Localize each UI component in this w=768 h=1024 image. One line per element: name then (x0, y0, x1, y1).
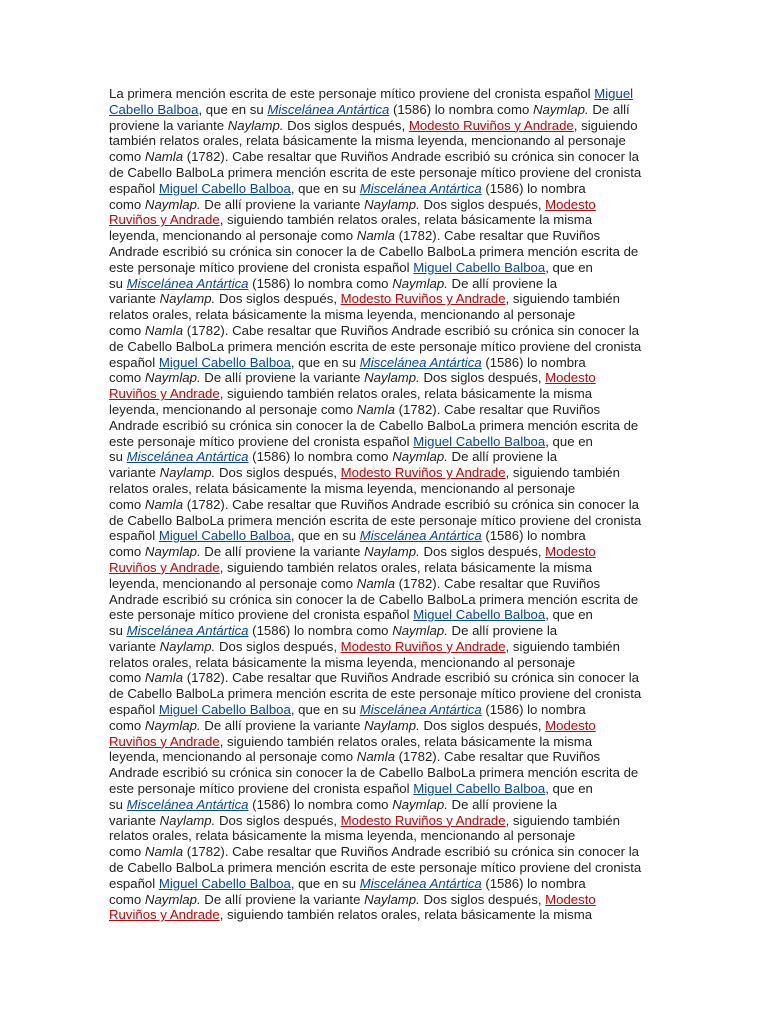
italic-text: Naylamp. (227, 117, 284, 133)
text-segment: su (109, 449, 127, 465)
text-line (109, 623, 661, 639)
text-link[interactable]: Miguel Cabello Balboa (413, 781, 546, 797)
text-segment: su (109, 796, 127, 812)
italic-text: Namla (356, 401, 395, 417)
text-link[interactable]: Miscelánea Antártica (359, 180, 482, 196)
text-segment: español (109, 354, 159, 370)
italic-text: Namla (144, 670, 184, 686)
text-segment: su (109, 275, 127, 291)
text-segment: , que en su (290, 180, 360, 196)
text-line (109, 828, 661, 844)
text-line (109, 718, 661, 734)
text-segment: (1586) lo nombra como (389, 101, 533, 117)
text-segment: Dos siglos después, (215, 465, 341, 481)
text-segment: relatos orales, relata básicamente la misma leyenda, mencionando al personaje (109, 480, 576, 496)
text-line (109, 749, 661, 765)
italic-text: Naylamp. (364, 370, 420, 386)
text-link[interactable]: Ruviños y Andrade (109, 386, 220, 402)
italic-text: Naylamp. (364, 717, 420, 733)
text-line (109, 607, 661, 623)
text-segment: (1782). Cabe resaltar que Ruviños Andrade escribió su crónica sin conocer la (183, 322, 639, 338)
text-segment: variante (109, 638, 160, 654)
text-segment: Dos siglos después, (215, 638, 341, 654)
text-segment: (1782). Cabe resaltar que Ruviños (394, 749, 601, 765)
text-line (109, 102, 661, 118)
text-segment: relatos orales, relata básicamente la misma leyenda, mencionando al personaje (109, 307, 576, 323)
text-link[interactable]: Ruviños y Andrade (109, 559, 220, 575)
text-segment: este personaje mítico proviene del cronista español (109, 781, 414, 797)
text-link[interactable]: Miscelánea Antártica (126, 449, 249, 465)
text-segment: variante (109, 465, 160, 481)
italic-text: Namla (144, 322, 184, 338)
text-segment: (1782). Cabe resaltar que Ruviños Andrade escribió su crónica sin conocer la (183, 149, 639, 165)
text-link[interactable]: Miscelánea Antártica (126, 275, 249, 291)
text-line (109, 133, 661, 149)
italic-text: Naymlap. (392, 275, 448, 291)
text-segment: De allí proviene la (447, 796, 558, 812)
text-line (109, 734, 661, 750)
text-segment: de Cabello BalboLa primera mención escrita de este personaje mítico proviene del cronista (109, 860, 642, 876)
text-segment: (1586) lo nombra como (248, 623, 393, 639)
text-line (109, 592, 661, 608)
italic-text: Namla (144, 149, 184, 165)
text-segment: Andrade escribió su crónica sin conocer la de Cabello BalboLa primera mención escrita de (109, 417, 639, 433)
text-line (109, 212, 661, 228)
text-line (109, 497, 661, 513)
text-link[interactable]: Modesto (545, 544, 596, 560)
text-link[interactable]: Miscelánea Antártica (126, 796, 249, 812)
text-link[interactable]: Miguel Cabello Balboa (413, 433, 546, 449)
text-segment: este personaje mítico proviene del cronista español (109, 607, 414, 623)
text-line (109, 655, 661, 671)
text-line (109, 307, 661, 323)
text-link[interactable]: Modesto Ruviños y Andrade (408, 117, 574, 133)
text-line (109, 260, 661, 276)
text-segment: , siguiendo también relatos orales, relata básicamente la misma (219, 559, 593, 575)
text-link[interactable]: Modesto Ruviños y Andrade (340, 465, 506, 481)
text-line (109, 560, 661, 576)
text-segment: , que en (545, 781, 593, 797)
text-line (109, 165, 661, 181)
text-segment: De allí (588, 101, 630, 117)
text-segment: leyenda, mencionando al personaje como (109, 401, 357, 417)
text-link[interactable]: Modesto (545, 891, 596, 907)
text-line (109, 244, 661, 260)
text-link[interactable]: Ruviños y Andrade (109, 733, 220, 749)
text-link[interactable]: Modesto (545, 196, 596, 212)
text-segment: (1586) lo nombra como (248, 449, 393, 465)
text-line (109, 528, 661, 544)
text-line (109, 181, 661, 197)
text-segment: , siguiendo también relatos orales, relata básicamente la misma (219, 212, 593, 228)
text-segment: , siguiendo también (505, 291, 620, 307)
text-segment: español (109, 180, 159, 196)
italic-text: Naymlap. (392, 623, 448, 639)
text-segment: (1586) lo nombra (481, 528, 586, 544)
italic-text: Naylamp. (364, 544, 420, 560)
text-segment: como (109, 717, 145, 733)
text-link[interactable]: Miscelánea Antártica (359, 354, 482, 370)
text-segment: (1782). Cabe resaltar que Ruviños (394, 228, 601, 244)
text-segment: Dos siglos después, (419, 196, 546, 212)
text-line (109, 355, 661, 371)
text-line (109, 197, 661, 213)
text-segment: como (109, 844, 145, 860)
document-body (109, 86, 661, 923)
text-segment: como (109, 670, 145, 686)
text-segment: leyenda, mencionando al personaje como (109, 575, 357, 591)
italic-text: Naylamp. (364, 196, 420, 212)
text-line (109, 386, 661, 402)
text-segment: este personaje mítico proviene del cronista español (109, 259, 414, 275)
text-segment: De allí proviene la variante (200, 370, 365, 386)
text-line (109, 418, 661, 434)
text-segment: de Cabello BalboLa primera mención escrita de este personaje mítico proviene del cronista (109, 686, 642, 702)
italic-text: Naymlap. (392, 796, 448, 812)
text-segment: este personaje mítico proviene del cronista español (109, 433, 414, 449)
text-segment: español (109, 702, 159, 718)
text-segment: Andrade escribió su crónica sin conocer la de Cabello BalboLa primera mención escrita de (109, 765, 639, 781)
text-segment: Dos siglos después, (215, 812, 341, 828)
text-segment: de Cabello BalboLa primera mención escrita de este personaje mítico proviene del cronista (109, 338, 642, 354)
text-segment: como (109, 544, 145, 560)
text-segment: De allí proviene la variante (200, 196, 365, 212)
text-segment: leyenda, mencionando al personaje como (109, 749, 357, 765)
text-link[interactable]: Modesto Ruviños y Andrade (340, 291, 506, 307)
text-segment: , que en su (198, 101, 268, 117)
text-line (109, 813, 661, 829)
text-line (109, 876, 661, 892)
text-segment: , que en su (290, 875, 360, 891)
text-segment: (1586) lo nombra (481, 702, 586, 718)
text-line (109, 544, 661, 560)
text-line (109, 686, 661, 702)
text-segment: De allí proviene la variante (200, 891, 365, 907)
text-segment: , siguiendo también (505, 638, 620, 654)
text-segment: , siguiendo también (505, 465, 620, 481)
italic-text: Namla (144, 496, 184, 512)
text-segment: La primera mención escrita de este personaje mítico proviene del cronista español (109, 86, 595, 101)
text-segment: , que en (545, 607, 593, 623)
text-segment: , que en su (290, 354, 360, 370)
text-segment: , que en (545, 433, 593, 449)
text-link[interactable]: Miscelánea Antártica (359, 875, 482, 891)
text-line (109, 149, 661, 165)
text-line (109, 576, 661, 592)
text-link[interactable]: Miscelánea Antártica (126, 623, 249, 639)
italic-text: Namla (356, 228, 395, 244)
text-line (109, 481, 661, 497)
text-link[interactable]: Ruviños y Andrade (109, 907, 220, 923)
text-segment: , siguiendo también relatos orales, relata básicamente la misma (219, 386, 593, 402)
text-segment: de Cabello BalboLa primera mención escrita de este personaje mítico proviene del cronista (109, 164, 642, 180)
text-line (109, 797, 661, 813)
text-segment: De allí proviene la (447, 275, 558, 291)
text-segment: como (109, 496, 145, 512)
italic-text: Naymlap. (392, 449, 448, 465)
text-line (109, 513, 661, 529)
italic-text: Naymlap. (144, 717, 201, 733)
italic-text: Namla (356, 749, 395, 765)
text-segment: De allí proviene la (447, 623, 558, 639)
text-link[interactable]: Miscelánea Antártica (359, 702, 482, 718)
text-segment: (1586) lo nombra como (248, 275, 393, 291)
text-line (109, 670, 661, 686)
text-segment: proviene la variante (109, 117, 228, 133)
text-link[interactable]: Miscelánea Antártica (359, 528, 482, 544)
text-line (109, 434, 661, 450)
text-segment: como (109, 196, 145, 212)
text-segment: (1782). Cabe resaltar que Ruviños (394, 401, 601, 417)
text-line (109, 228, 661, 244)
text-segment: (1782). Cabe resaltar que Ruviños Andrade escribió su crónica sin conocer la (183, 670, 639, 686)
text-segment: , siguiendo también relatos orales, relata básicamente la misma (219, 733, 593, 749)
italic-text: Naymlap. (144, 196, 201, 212)
italic-text: Namla (356, 575, 395, 591)
text-link[interactable]: Miguel Cabello Balboa (413, 607, 546, 623)
text-line (109, 118, 661, 134)
text-line (109, 339, 661, 355)
italic-text: Naylamp. (364, 891, 420, 907)
text-line (109, 765, 661, 781)
text-link[interactable]: Miguel Cabello Balboa (158, 875, 291, 891)
italic-text: Naymlap. (144, 370, 201, 386)
italic-text: Namla (144, 844, 184, 860)
text-line (109, 907, 661, 923)
text-segment: , siguiendo también relatos orales, relata básicamente la misma (219, 907, 593, 923)
text-segment: español (109, 528, 159, 544)
text-line (109, 781, 661, 797)
text-segment: Dos siglos después, (419, 717, 546, 733)
text-link[interactable]: Miguel (594, 86, 634, 101)
text-segment: como (109, 370, 145, 386)
text-segment: variante (109, 291, 160, 307)
text-segment: relatos orales, relata básicamente la misma leyenda, mencionando al personaje (109, 654, 576, 670)
text-segment: como (109, 891, 145, 907)
text-segment: (1782). Cabe resaltar que Ruviños (394, 575, 601, 591)
text-line (109, 702, 661, 718)
text-line (109, 844, 661, 860)
text-segment: (1782). Cabe resaltar que Ruviños Andrade escribió su crónica sin conocer la (183, 844, 639, 860)
text-segment: , que en su (290, 702, 360, 718)
italic-text: Naylamp. (159, 812, 216, 828)
text-segment: su (109, 623, 127, 639)
text-line (109, 639, 661, 655)
text-link[interactable]: Miscelánea Antártica (267, 101, 390, 117)
text-segment: Dos siglos después, (283, 117, 409, 133)
text-segment: de Cabello BalboLa primera mención escrita de este personaje mítico proviene del cronista (109, 512, 642, 528)
text-segment: Dos siglos después, (215, 291, 341, 307)
text-link[interactable]: Miguel Cabello Balboa (158, 702, 291, 718)
text-segment: (1586) lo nombra (481, 354, 586, 370)
text-link[interactable]: Modesto Ruviños y Andrade (340, 812, 506, 828)
text-segment: , que en su (290, 528, 360, 544)
text-link[interactable]: Modesto Ruviños y Andrade (340, 638, 506, 654)
text-segment: leyenda, mencionando al personaje como (109, 228, 357, 244)
text-segment: De allí proviene la variante (200, 544, 365, 560)
text-segment: (1586) lo nombra (481, 875, 586, 891)
italic-text: Naylamp. (159, 465, 216, 481)
text-line (109, 892, 661, 908)
text-segment: (1586) lo nombra (481, 180, 586, 196)
text-segment: De allí proviene la variante (200, 717, 365, 733)
text-segment: (1586) lo nombra como (248, 796, 393, 812)
text-segment: Dos siglos después, (419, 370, 546, 386)
text-link[interactable]: Cabello Balboa (109, 101, 199, 117)
text-segment: De allí proviene la (447, 449, 558, 465)
text-line (109, 291, 661, 307)
text-link[interactable]: Modesto (545, 717, 596, 733)
text-segment: Dos siglos después, (419, 544, 546, 560)
text-link[interactable]: Modesto (545, 370, 596, 386)
text-line (109, 370, 661, 386)
text-line (109, 465, 661, 481)
text-segment: como (109, 149, 145, 165)
text-segment: Andrade escribió su crónica sin conocer la de Cabello BalboLa primera mención escrita de (109, 591, 639, 607)
italic-text: Naymlap. (532, 101, 589, 117)
text-link[interactable]: Miguel Cabello Balboa (158, 180, 291, 196)
text-segment: Dos siglos después, (419, 891, 546, 907)
text-line (109, 323, 661, 339)
text-link[interactable]: Ruviños y Andrade (109, 212, 220, 228)
text-segment: (1782). Cabe resaltar que Ruviños Andrade escribió su crónica sin conocer la (183, 496, 639, 512)
italic-text: Naylamp. (159, 291, 216, 307)
text-segment: también relatos orales, relata básicamente la misma leyenda, mencionando al personaje (109, 133, 626, 149)
text-line (109, 86, 661, 102)
text-segment: como (109, 322, 145, 338)
italic-text: Naylamp. (159, 638, 216, 654)
text-segment: , que en (545, 259, 593, 275)
text-link[interactable]: Miguel Cabello Balboa (413, 259, 546, 275)
text-link[interactable]: Miguel Cabello Balboa (158, 354, 291, 370)
text-segment: , siguiendo también (505, 812, 620, 828)
italic-text: Naymlap. (144, 891, 201, 907)
text-line (109, 276, 661, 292)
italic-text: Naymlap. (144, 544, 201, 560)
text-line (109, 860, 661, 876)
text-segment: relatos orales, relata básicamente la misma leyenda, mencionando al personaje (109, 828, 576, 844)
text-link[interactable]: Miguel Cabello Balboa (158, 528, 291, 544)
text-segment: , siguiendo (573, 117, 638, 133)
text-line (109, 449, 661, 465)
text-segment: Andrade escribió su crónica sin conocer la de Cabello BalboLa primera mención escrita de (109, 243, 639, 259)
text-segment: variante (109, 812, 160, 828)
text-line (109, 402, 661, 418)
text-segment: español (109, 875, 159, 891)
